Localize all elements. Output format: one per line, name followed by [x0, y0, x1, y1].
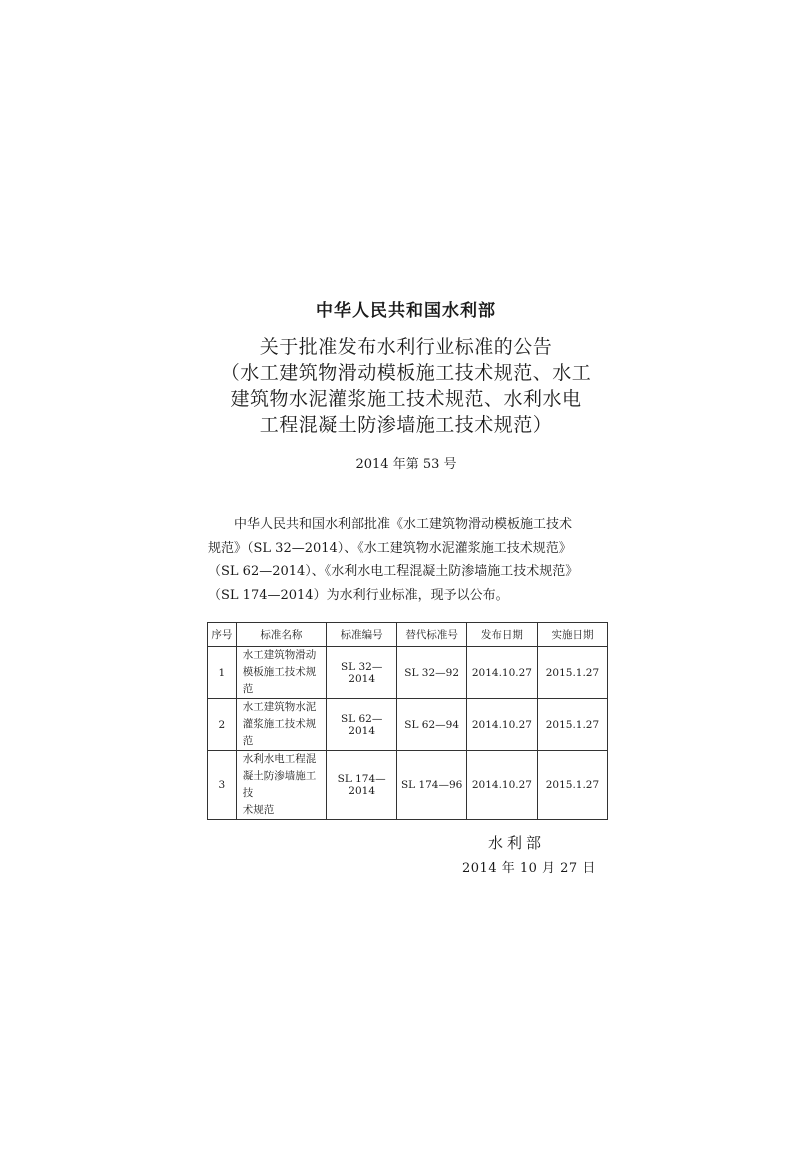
table-row — [208, 751, 608, 820]
cell-published: 2014.10.27 — [466, 751, 537, 820]
issuing-authority: 中华人民共和国水利部 — [316, 301, 496, 321]
cell-effective: 2015.1.27 — [537, 751, 607, 820]
cell-replaces: SL 62—94 — [397, 699, 467, 751]
name-line: 术规范 — [242, 804, 275, 816]
header-name: 标准名称 — [236, 623, 326, 647]
cell-name — [236, 751, 326, 820]
cell-name — [236, 647, 326, 699]
cell-published: 2014.10.27 — [466, 699, 537, 751]
name-line: 水工建筑物水泥 — [242, 701, 317, 713]
name-line: 水工建筑物滑动 — [242, 649, 317, 661]
cell-effective: 2015.1.27 — [537, 647, 607, 699]
document-number: 2014 年第 53 号 — [355, 457, 457, 472]
announcement-body — [208, 513, 608, 607]
header-published: 发布日期 — [466, 623, 537, 647]
cell-replaces: SL 32—92 — [397, 647, 467, 699]
cell-code: SL 62—2014 — [326, 699, 396, 751]
cell-name — [236, 699, 326, 751]
name-line: 模板施工技术规范 — [242, 666, 317, 695]
body-line: （SL 62—2014）、《水利水电工程混凝土防渗墙施工技术规范》 — [208, 564, 579, 579]
title-line: （水工建筑物滑动模板施工技术规范、水工 — [220, 362, 592, 384]
name-line: 水利水电工程混 — [242, 753, 317, 765]
cell-code: SL 32—2014 — [326, 647, 396, 699]
cell-published: 2014.10.27 — [466, 647, 537, 699]
body-line: 中华人民共和国水利部批准《水工建筑物滑动模板施工技术 — [234, 517, 573, 532]
cell-seq: 3 — [208, 751, 237, 820]
header-replaces: 替代标准号 — [397, 623, 467, 647]
body-line: （SL 174—2014）为水利行业标准，现予以公布。 — [208, 587, 509, 603]
title-line: 建筑物水泥灌浆施工技术规范、水利水电 — [230, 388, 582, 410]
signature-date: 2014 年 10 月 27 日 — [462, 861, 596, 876]
header-effective: 实施日期 — [537, 623, 607, 647]
title-line: 工程混凝土防渗墙施工技术规范） — [259, 414, 553, 436]
cell-effective: 2015.1.27 — [537, 699, 607, 751]
signature-authority: 水利部 — [488, 834, 546, 852]
standards-table — [207, 622, 608, 820]
body-line: 规范》（SL 32—2014）、《水工建筑物水泥灌浆施工技术规范》 — [208, 540, 572, 556]
cell-seq: 1 — [208, 647, 237, 699]
table-row — [208, 647, 608, 699]
cell-seq: 2 — [208, 699, 237, 751]
cell-code: SL 174—2014 — [326, 751, 396, 820]
name-line: 灌浆施工技术规范 — [242, 718, 317, 747]
announcement-title — [0, 334, 812, 438]
name-line: 凝土防渗墙施工技 — [242, 770, 317, 799]
header-seq: 序号 — [208, 623, 237, 647]
table-header-row — [208, 623, 608, 647]
cell-replaces: SL 174—96 — [397, 751, 467, 820]
title-line: 关于批准发布水利行业标准的公告 — [259, 336, 553, 358]
header-code: 标准编号 — [326, 623, 396, 647]
table-row — [208, 699, 608, 751]
